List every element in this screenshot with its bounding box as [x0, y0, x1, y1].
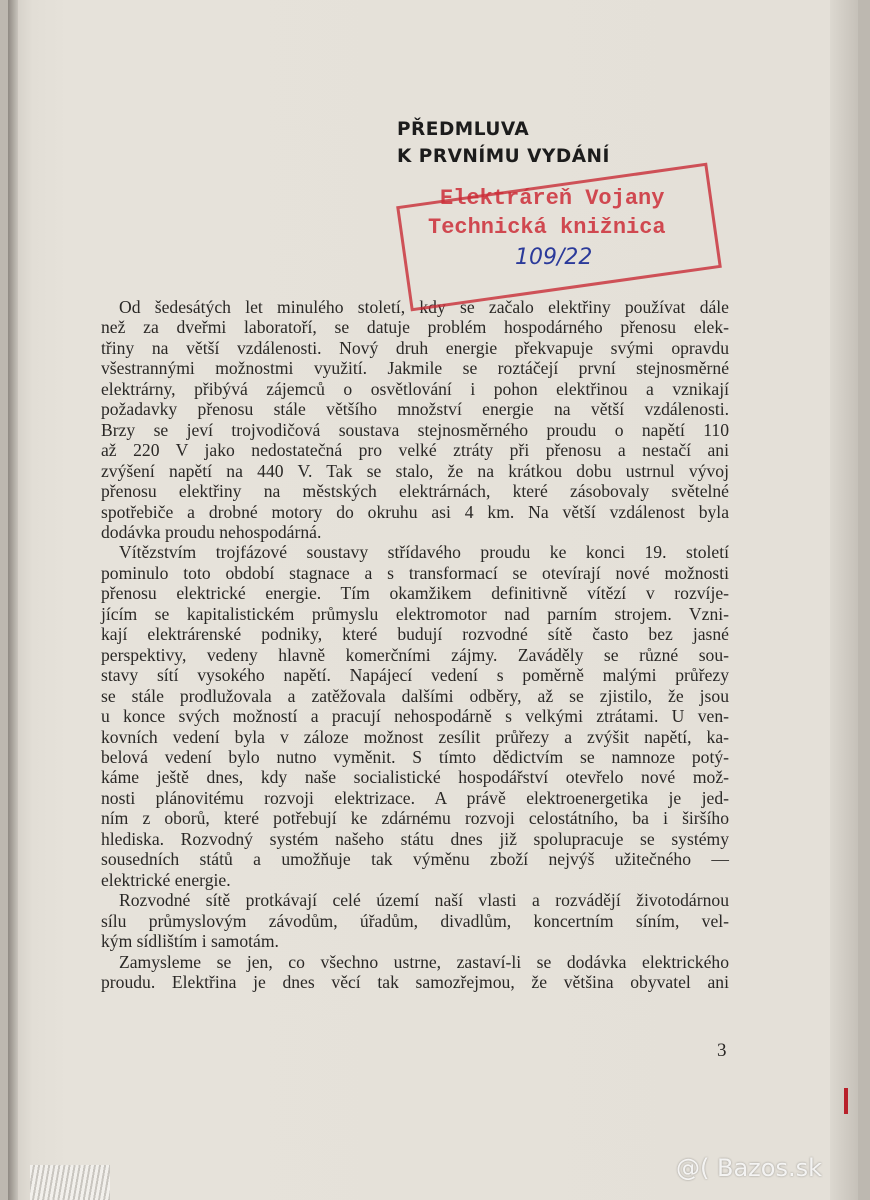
book-spine — [8, 0, 18, 1200]
text-line: belová vedení bylo nutno vyměnit. S tímto dědictvím se namnoze potý- — [101, 746, 729, 767]
text-line: přenosu elektřiny na městských elektrárnách, které zásobovaly světelné — [101, 481, 729, 502]
text-line: káme ještě dnes, kdy naše socialistické hospodářství otevřelo nové mož- — [101, 767, 729, 788]
text-line: nosti plánovitému rozvoji elektrizace. A právě elektroenergetika je jed- — [101, 787, 729, 808]
body-text — [101, 297, 729, 992]
page-number: 3 — [717, 1040, 727, 1061]
text-line: přenosu elektrické energie. Tím okamžikem definitivně vítězí v rozvíje- — [101, 583, 729, 604]
text-line: elektrárny, přibývá zájemců o osvětlování i pohon elektřinou a vznikají — [101, 378, 729, 399]
stamp-line-2: Technická knižnica — [428, 215, 666, 240]
heading-line-2: K PRVNÍMU VYDÁNÍ — [397, 146, 610, 167]
text-line: kým sídlištím i samotám. — [101, 931, 279, 952]
page-edge — [830, 0, 858, 1200]
text-line: Vítězstvím trojfázové soustavy střídavého proudu ke konci 19. století — [119, 542, 729, 563]
text-line: kají elektrárenské podniky, které budují rozvodné sítě často bez jasné — [101, 624, 729, 645]
text-line: jícím se kapitalistickém průmyslu elektromotor nad parním strojem. Vzni- — [101, 603, 729, 624]
text-line: třiny na větší vzdálenosti. Nový druh energie překvapuje svými opravdu — [101, 337, 729, 358]
text-line: spotřebiče a drobné motory do okruhu asi 4 km. Na větší vzdálenost byla — [101, 501, 729, 522]
text-line: dodávka proudu nehospodárná. — [101, 521, 322, 542]
text-line: se stále prodlužovala a zatěžovala dalšími odběry, až se zjistilo, že jsou — [101, 685, 729, 706]
paragraph — [101, 297, 729, 542]
text-line: perspektivy, vedeny hlavně komerčními zájmy. Zaváděly se různé sou- — [101, 644, 729, 665]
text-line: proudu. Elektřina je dnes věcí tak samozřejmou, že většina obyvatel ani — [101, 971, 729, 992]
text-line: hlediska. Rozvodný systém našeho státu dnes již spolupracuje se systémy — [101, 828, 729, 849]
stamp-line-1: Elektráreň Vojany — [440, 186, 665, 211]
text-line: sílu průmyslovým závodům, úřadům, divadlům, koncertním síním, vel- — [101, 910, 729, 931]
text-line: Zamysleme se jen, co všechno ustrne, zastaví-li se dodávka elektrického — [119, 951, 729, 972]
text-line: sousedních států a umožňuje tak výměnu zboží nejvýš užitečného — — [101, 849, 729, 870]
text-line: Od šedesátých let minulého století, kdy se začalo elektřiny používat dále — [119, 297, 729, 317]
text-line: kovních vedení byla v záloze možnost zesílit průřezy a zvýšit napětí, ka- — [101, 726, 729, 747]
paragraph — [101, 890, 729, 951]
red-bookmark-edge — [844, 1088, 848, 1114]
text-line: zvýšení napětí na 440 V. Tak se stalo, že na krátkou dobu ustrnul vývoj — [101, 460, 729, 481]
chapter-heading — [397, 116, 610, 170]
text-line: pominulo toto období stagnace a s transformací se otevírají nové možnosti — [101, 562, 729, 583]
text-line: stavy sítí vysokého napětí. Napájecí vedení s poměrně malými průřezy — [101, 665, 729, 686]
text-line: Brzy se jeví trojvodičová soustava stejnosměrného proudu o napětí 110 — [101, 419, 729, 440]
heading-line-1: PŘEDMLUVA — [397, 119, 530, 140]
text-line: Rozvodné sítě protkávají celé území naší vlasti a rozvádějí životodárnou — [119, 890, 729, 911]
text-line: než za dveřmi laboratoří, se datuje problém hospodárného přenosu elek- — [101, 317, 729, 338]
text-line: elektrické energie. — [101, 869, 231, 890]
paragraph — [101, 952, 729, 993]
text-line: u konce svých možností a pracují nehospodárně s velkými ztrátami. U ven- — [101, 706, 729, 727]
watermark: @( Bazos.sk — [676, 1154, 822, 1182]
text-line: až 220 V jako nedostatečná pro velké ztráty při přenosu a nestačí ani — [101, 440, 729, 461]
text-line: ním z oborů, které potřebují ke zdárnému rozvoji celostátního, ba i širšího — [101, 808, 729, 829]
text-line: všestrannými možnostmi využití. Jakmile se roztáčejí první stejnosměrné — [101, 358, 729, 379]
bookmark-thread — [30, 1165, 110, 1200]
paragraph — [101, 542, 729, 890]
handwritten-inventory-number: 109/22 — [515, 245, 593, 270]
text-line: požadavky přenosu stále většího množství energie na větší vzdálenosti. — [101, 399, 729, 420]
